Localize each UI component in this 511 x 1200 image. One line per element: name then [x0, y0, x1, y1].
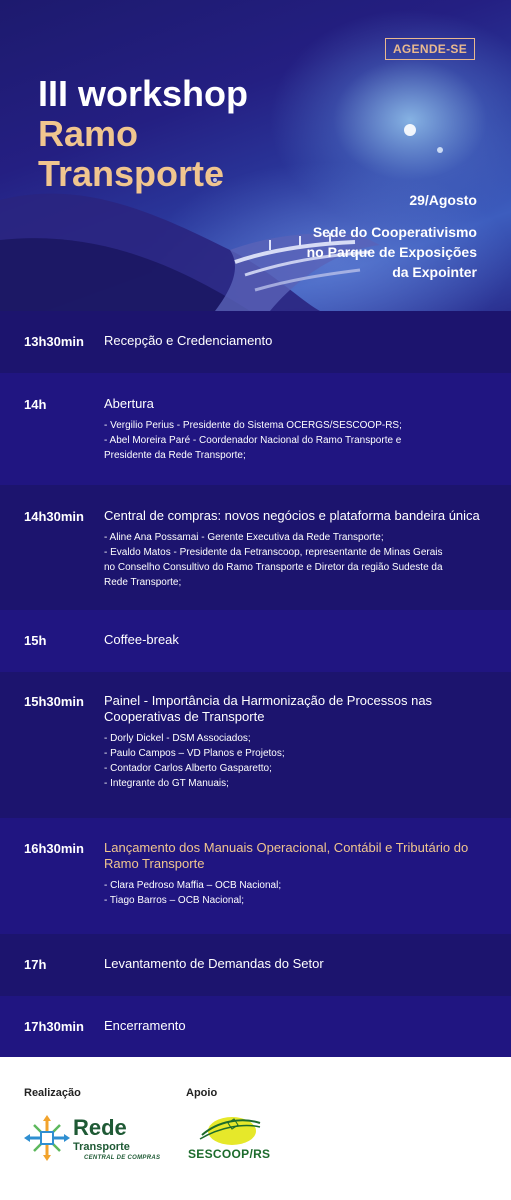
schedule-time: 16h30min — [24, 841, 84, 856]
schedule-title — [104, 693, 491, 725]
schedule-row-purchasing-center — [0, 485, 511, 610]
speaker-line: - Integrante do GT Manuais; — [104, 778, 229, 789]
rede-transporte-logo-icon — [24, 1115, 70, 1161]
rede-logo-wordmark: Rede — [73, 1115, 127, 1140]
venue-line2: no Parque de Exposições — [306, 244, 477, 260]
schedule-time: 17h30min — [24, 1019, 84, 1034]
schedule-time: 15h30min — [24, 694, 84, 709]
schedule-speakers — [104, 530, 491, 590]
schedule-row-coffee-break — [0, 610, 511, 672]
sponsors-footer — [0, 1057, 511, 1200]
speaker-line: Rede Transporte; — [104, 577, 182, 588]
venue-line3: da Expointer — [392, 264, 477, 280]
schedule-speakers — [104, 418, 491, 463]
hero-banner — [0, 0, 511, 311]
schedule-row-opening — [0, 373, 511, 485]
rede-logo-subtitle: Transporte — [73, 1141, 130, 1153]
schedule-title-line: Cooperativas de Transporte — [104, 709, 265, 724]
schedule-time: 14h — [24, 397, 47, 412]
speaker-line: no Conselho Consultivo do Ramo Transporte e Diretor da região Sudeste da — [104, 562, 443, 573]
schedule-speakers — [104, 878, 491, 908]
schedule-speakers — [104, 731, 491, 791]
schedule-row-reception — [0, 311, 511, 373]
schedule-row-closing — [0, 996, 511, 1057]
speaker-line: - Aline Ana Possamai - Gerente Executiva da Rede Transporte; — [104, 532, 384, 543]
schedule-title: Encerramento — [104, 1018, 186, 1033]
event-venue — [307, 222, 477, 282]
schedule-time: 15h — [24, 633, 47, 648]
realizacao-label: Realização — [24, 1087, 81, 1099]
schedule-time: 13h30min — [24, 334, 84, 349]
agende-se-button[interactable]: AGENDE-SE — [385, 38, 475, 60]
event-title-line1: III workshop — [38, 73, 249, 114]
schedule-title: Central de compras: novos negócios e plataforma bandeira única — [104, 508, 480, 523]
sescoop-logo-icon — [198, 1113, 262, 1147]
event-title-line3: Transporte — [38, 153, 225, 194]
speaker-line: - Dorly Dickel - DSM Associados; — [104, 733, 251, 744]
speaker-line: - Evaldo Matos - Presidente da Fetranscoop, representante de Minas Gerais — [104, 547, 443, 558]
apoio-label: Apoio — [186, 1087, 218, 1099]
schedule-time: 14h30min — [24, 509, 84, 524]
schedule-row-demands — [0, 934, 511, 996]
event-title-line2: Ramo — [38, 113, 139, 154]
speaker-line: - Contador Carlos Alberto Gasparetto; — [104, 763, 272, 774]
speaker-line: - Clara Pedroso Maffia – OCB Nacional; — [104, 880, 282, 891]
schedule-time: 17h — [24, 957, 47, 972]
schedule-title: Levantamento de Demandas do Setor — [104, 956, 324, 971]
rede-logo-tagline: CENTRAL DE COMPRAS — [84, 1155, 161, 1161]
speaker-line: - Vergilio Perius - Presidente do Sistema OCERGS/SESCOOP-RS; — [104, 420, 402, 431]
venue-line1: Sede do Cooperativismo — [312, 224, 477, 240]
schedule-row-panel — [0, 672, 511, 818]
speaker-line: - Paulo Campos – VD Planos e Projetos; — [104, 748, 285, 759]
schedule-title — [104, 840, 491, 872]
schedule-title: Recepção e Credenciamento — [104, 333, 273, 348]
speaker-line: - Abel Moreira Paré - Coordenador Nacional do Ramo Transporte e — [104, 435, 402, 446]
speaker-line: Presidente da Rede Transporte; — [104, 450, 246, 461]
schedule-title-line: Ramo Transporte — [104, 856, 205, 871]
schedule-title: Abertura — [104, 396, 154, 411]
schedule-title-line: Painel - Importância da Harmonização de Processos nas — [104, 693, 433, 708]
event-date: 29/Agosto — [409, 192, 477, 208]
schedule-row-manuals-launch — [0, 818, 511, 934]
schedule-title: Coffee-break — [104, 632, 179, 647]
schedule-title-line: Lançamento dos Manuais Operacional, Contábil e Tributário do — [104, 840, 469, 855]
sescoop-logo-wordmark: SESCOOP/RS — [188, 1147, 271, 1161]
speaker-line: - Tiago Barros – OCB Nacional; — [104, 895, 245, 906]
